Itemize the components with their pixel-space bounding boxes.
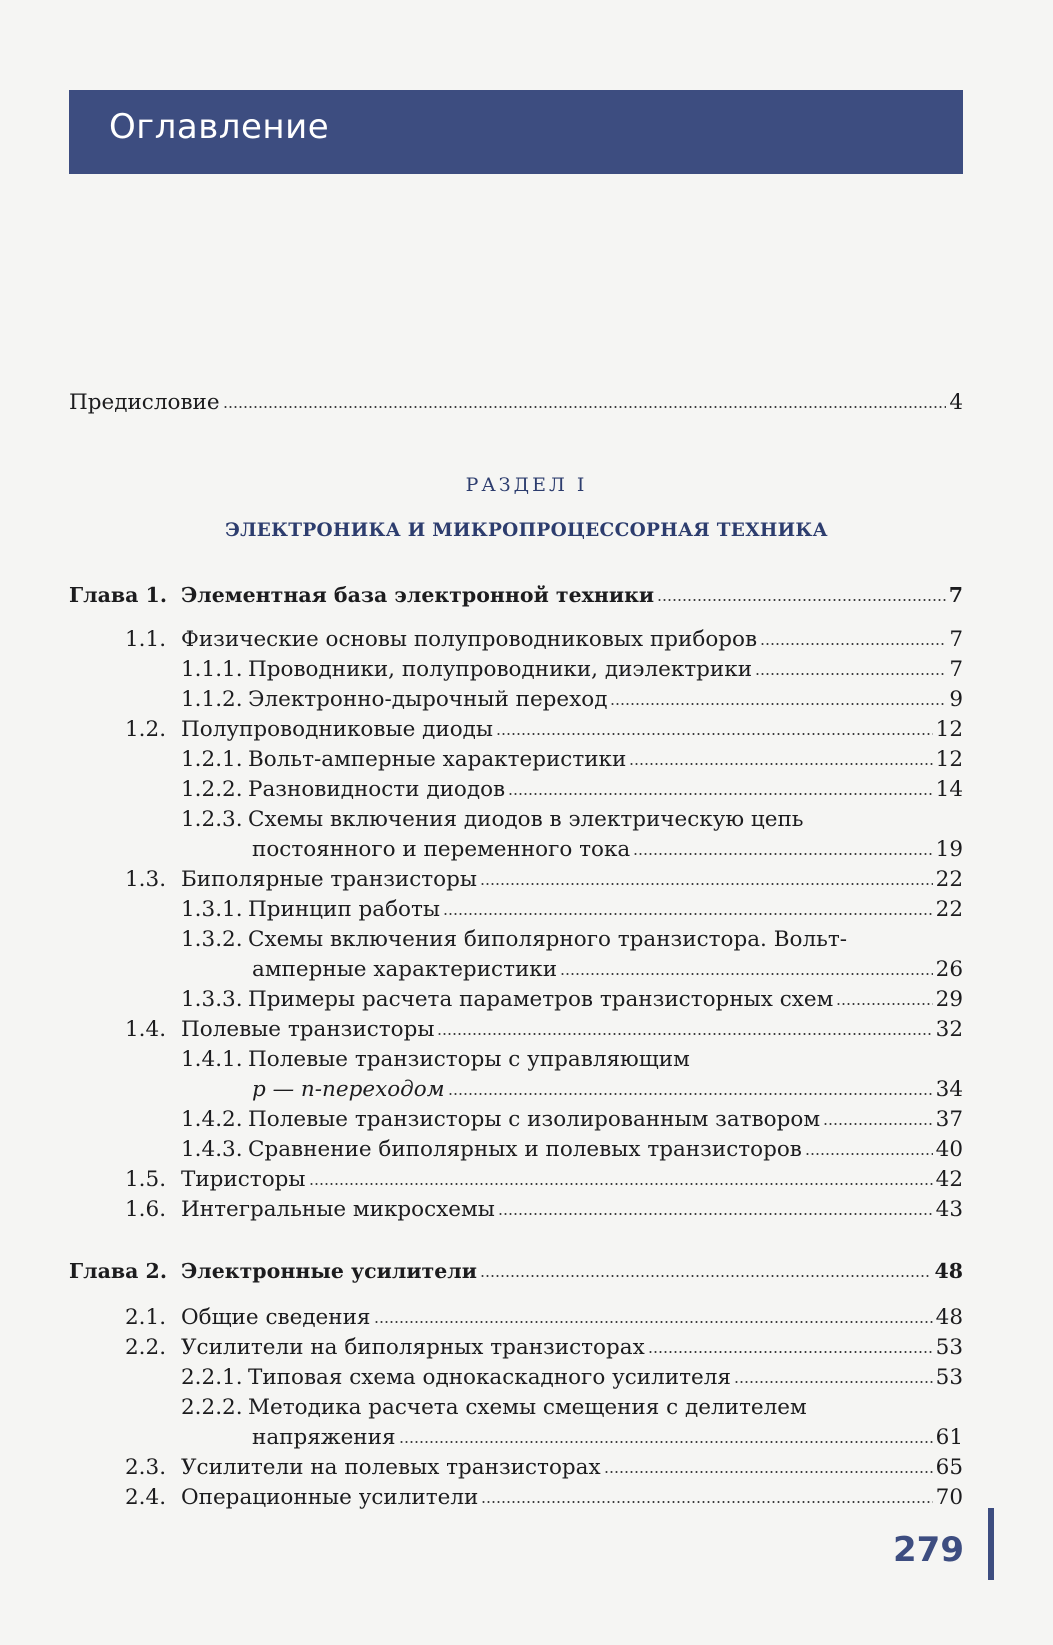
toc-entry-1-3-1[interactable] — [181, 895, 963, 925]
toc-entry-title: Физические основы полупроводниковых приборов — [181, 627, 758, 652]
toc-entry-number: 1.3.2. — [181, 927, 243, 952]
toc-entry-title: Элементная база электронной техники — [181, 583, 655, 607]
toc-entry-2-1[interactable] — [125, 1303, 963, 1333]
toc-entry-1-2-2[interactable] — [181, 775, 963, 805]
dot-leader — [443, 897, 933, 916]
page-number: 279 — [893, 1530, 964, 1570]
toc-entry-page: 7 — [949, 657, 963, 682]
toc-entry-2-2-2-line1[interactable] — [181, 1393, 807, 1423]
dot-leader — [498, 1197, 933, 1216]
toc-entry-page: 65 — [935, 1455, 963, 1480]
dot-leader — [399, 1425, 933, 1444]
dot-leader — [823, 1107, 933, 1126]
toc-chapter-1[interactable] — [69, 580, 963, 610]
toc-entry-page: 9 — [949, 687, 963, 712]
toc-entry-title-continued: p — n-переходом — [252, 1077, 445, 1102]
dot-leader — [805, 1137, 933, 1156]
toc-entry-title-continued: амперные характеристики — [252, 957, 558, 982]
toc-entry-number: Глава 1. — [69, 583, 167, 607]
page-edge-bar — [988, 1508, 994, 1580]
toc-entry-1-2[interactable] — [125, 715, 963, 745]
toc-entry-page: 7 — [949, 627, 963, 652]
toc-entry-1-3-2-line1[interactable] — [181, 925, 847, 955]
toc-entry-number: 1.2.1. — [181, 747, 243, 772]
toc-entry-page: 53 — [935, 1335, 963, 1360]
toc-entry-title-continued: напряжения — [252, 1425, 396, 1450]
toc-entry-title: Методика расчета схемы смещения с делителем — [248, 1395, 807, 1420]
dot-leader — [437, 1017, 932, 1036]
toc-entry-number: 1.4. — [125, 1017, 167, 1042]
toc-entry-title: Сравнение биполярных и полевых транзисторов — [248, 1137, 802, 1162]
toc-entry-page: 12 — [935, 717, 963, 742]
dot-leader — [560, 957, 933, 976]
toc-entry-page: 14 — [935, 777, 963, 802]
toc-entry-title: Типовая схема однокаскадного усилителя — [248, 1365, 731, 1390]
toc-entry-2-3[interactable] — [125, 1453, 963, 1483]
dot-leader — [610, 687, 946, 706]
toc-entry-number: 1.2.3. — [181, 807, 243, 832]
toc-chapter-2[interactable] — [69, 1256, 963, 1286]
toc-entry-page: 70 — [935, 1485, 963, 1510]
toc-entry-number: 1.2. — [125, 717, 167, 742]
toc-entry-1-4-3[interactable] — [181, 1135, 963, 1165]
toc-entry-page: 32 — [935, 1017, 963, 1042]
toc-entry-number: Глава 2. — [69, 1259, 167, 1283]
dot-leader — [657, 584, 946, 602]
header-banner — [69, 90, 963, 174]
toc-entry-page: 19 — [935, 837, 963, 862]
toc-entry-page: 4 — [949, 390, 963, 415]
toc-entry-number: 1.1. — [125, 627, 167, 652]
toc-entry-page: 40 — [935, 1137, 963, 1162]
dot-leader — [604, 1455, 933, 1474]
dot-leader — [629, 747, 932, 766]
toc-entry-page: 53 — [935, 1365, 963, 1390]
dot-leader — [448, 1077, 933, 1096]
toc-entry-1-2-3[interactable] — [252, 835, 963, 865]
toc-entry-page: 7 — [948, 583, 963, 607]
toc-entry-number: 1.1.2. — [181, 687, 243, 712]
toc-entry-preface[interactable] — [69, 388, 963, 418]
section-label: РАЗДЕЛ I — [465, 474, 588, 496]
toc-entry-2-2-2[interactable] — [252, 1423, 963, 1453]
toc-entry-number: 1.4.1. — [181, 1047, 243, 1072]
toc-entry-number: 1.3. — [125, 867, 167, 892]
dot-leader — [309, 1167, 933, 1186]
toc-entry-number: 2.2.1. — [181, 1365, 243, 1390]
toc-entry-page: 34 — [935, 1077, 963, 1102]
toc-entry-page: 48 — [935, 1305, 963, 1330]
dot-leader — [480, 867, 933, 886]
toc-entry-number: 2.2.2. — [181, 1395, 243, 1420]
toc-entry-number: 1.2.2. — [181, 777, 243, 802]
page-title: Оглавление — [109, 107, 330, 147]
toc-entry-number: 1.3.1. — [181, 897, 243, 922]
dot-leader — [836, 987, 932, 1006]
toc-entry-1-4-2[interactable] — [181, 1105, 963, 1135]
toc-entry-page: 29 — [935, 987, 963, 1012]
toc-entry-title: Схемы включения биполярного транзистора. Вольт- — [248, 927, 847, 952]
toc-entry-title-continued: постоянного и переменного тока — [252, 837, 631, 862]
dot-leader — [760, 627, 946, 646]
dot-leader — [496, 717, 933, 736]
toc-entry-number: 2.2. — [125, 1335, 167, 1360]
toc-entry-title: Полупроводниковые диоды — [181, 717, 494, 742]
toc-entry-title: Проводники, полупроводники, диэлектрики — [248, 657, 753, 682]
toc-entry-page: 22 — [935, 897, 963, 922]
toc-entry-page: 12 — [935, 747, 963, 772]
toc-entry-title: Разновидности диодов — [248, 777, 506, 802]
toc-entry-title: Операционные усилители — [181, 1485, 479, 1510]
toc-entry-number: 1.5. — [125, 1167, 167, 1192]
toc-entry-page: 61 — [935, 1425, 963, 1450]
toc-entry-title: Предисловие — [69, 390, 220, 415]
toc-entry-page: 48 — [934, 1259, 963, 1283]
toc-entry-title: Полевые транзисторы с управляющим — [248, 1047, 690, 1072]
toc-entry-title: Общие сведения — [181, 1305, 371, 1330]
dot-leader — [633, 837, 932, 856]
toc-entry-1-4[interactable] — [125, 1015, 963, 1045]
toc-entry-2-2-1[interactable] — [181, 1363, 963, 1393]
toc-entry-1-1-2[interactable] — [181, 685, 963, 715]
toc-entry-2-2[interactable] — [125, 1333, 963, 1363]
toc-entry-title: Биполярные транзисторы — [181, 867, 478, 892]
toc-entry-title: Полевые транзисторы — [181, 1017, 435, 1042]
dot-leader — [734, 1365, 933, 1384]
toc-entry-page: 42 — [935, 1167, 963, 1192]
section-title: ЭЛЕКТРОНИКА И МИКРОПРОЦЕССОРНАЯ ТЕХНИКА — [225, 520, 828, 541]
toc-entry-title: Усилители на полевых транзисторах — [181, 1455, 601, 1480]
toc-entry-number: 1.6. — [125, 1197, 167, 1222]
dot-leader — [755, 657, 946, 676]
toc-entry-1-5[interactable] — [125, 1165, 963, 1195]
toc-entry-title: Полевые транзисторы с изолированным затвором — [248, 1107, 821, 1132]
toc-entry-number: 1.3.3. — [181, 987, 243, 1012]
toc-entry-number: 2.1. — [125, 1305, 167, 1330]
toc-entry-1-4-1[interactable] — [252, 1075, 963, 1105]
toc-entry-title: Электронно-дырочный переход — [248, 687, 608, 712]
toc-entry-1-3[interactable] — [125, 865, 963, 895]
toc-entry-title: Усилители на биполярных транзисторах — [181, 1335, 645, 1360]
toc-entry-1-3-2[interactable] — [252, 955, 963, 985]
toc-entry-page: 43 — [935, 1197, 963, 1222]
dot-leader — [374, 1305, 933, 1324]
toc-entry-page: 22 — [935, 867, 963, 892]
toc-entry-1-6[interactable] — [125, 1195, 963, 1225]
toc-entry-title: Интегральные микросхемы — [181, 1197, 495, 1222]
toc-entry-number: 2.4. — [125, 1485, 167, 1510]
toc-entry-number: 1.4.3. — [181, 1137, 243, 1162]
dot-leader — [481, 1485, 932, 1504]
toc-entry-title: Схемы включения диодов в электрическую цепь — [248, 807, 804, 832]
toc-entry-1-2-3-line1[interactable] — [181, 805, 804, 835]
toc-entry-title: Примеры расчета параметров транзисторных схем — [248, 987, 834, 1012]
toc-entry-2-4[interactable] — [125, 1483, 963, 1513]
toc-entry-number: 1.4.2. — [181, 1107, 243, 1132]
toc-entry-1-1-1[interactable] — [181, 655, 963, 685]
dot-leader — [223, 390, 947, 409]
toc-entry-1-2-1[interactable] — [181, 745, 963, 775]
toc-entry-title: Тиристоры — [181, 1167, 306, 1192]
toc-entry-1-1[interactable] — [125, 625, 963, 655]
toc-entry-title: Принцип работы — [248, 897, 440, 922]
toc-entry-1-3-3[interactable] — [181, 985, 963, 1015]
dot-leader — [648, 1335, 933, 1354]
dot-leader — [508, 777, 933, 796]
toc-entry-title: Электронные усилители — [181, 1259, 477, 1283]
toc-entry-number: 2.3. — [125, 1455, 167, 1480]
toc-entry-page: 26 — [935, 957, 963, 982]
toc-entry-page: 37 — [935, 1107, 963, 1132]
toc-entry-title: Вольт-амперные характеристики — [248, 747, 627, 772]
dot-leader — [480, 1260, 932, 1278]
toc-entry-number: 1.1.1. — [181, 657, 243, 682]
toc-entry-1-4-1-line1[interactable] — [181, 1045, 690, 1075]
